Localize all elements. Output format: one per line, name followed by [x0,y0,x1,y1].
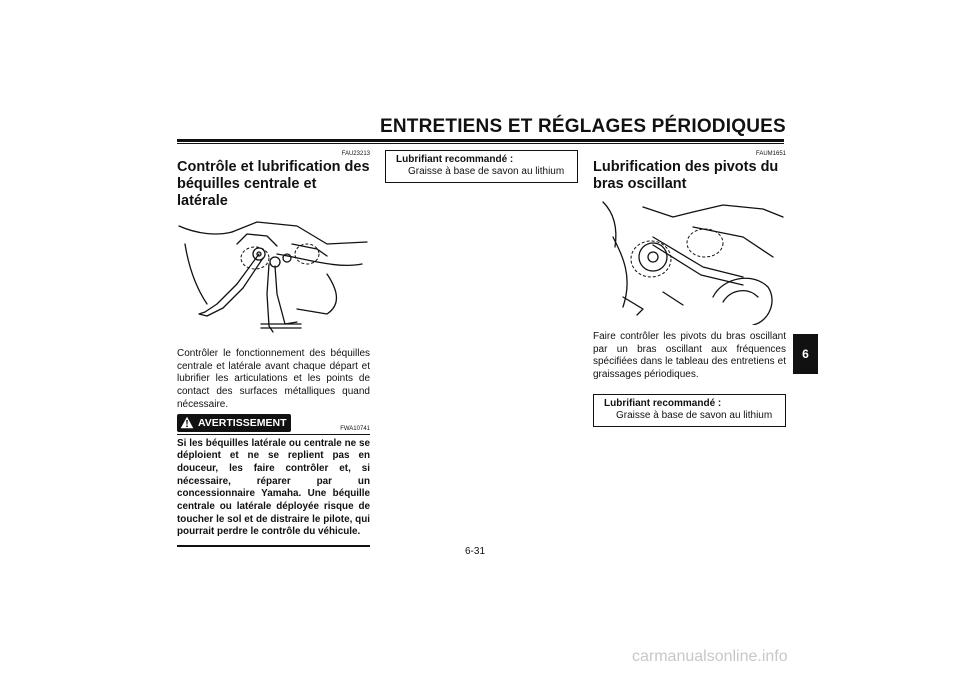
warning-text: Si les béquilles latérale ou centrale ne se déploient et ne se replient pas en douceur, les faire contrôler et, si nécessaire, réparer par un concessionnaire Yamaha. Une béquille centrale ou latérale déployée risque de toucher le sol et de distraire le pilote, qui pourrait perdre le contrôle du véhicule. [177,437,370,538]
warning-header [177,414,370,432]
lubricant-label: Lubrifiant recommandé : [396,154,514,165]
header-rule-thin [177,143,784,144]
lubricant-value: Graisse à base de savon au lithium [408,166,565,177]
swingarm-illustration [593,197,786,325]
column-right [593,150,786,427]
section-title: Contrôle et lubrification des béquilles centrale et latérale [177,159,370,209]
stand-drawing [177,214,370,342]
warning-label: AVERTISSEMENT [198,416,287,429]
stand-illustration [177,214,370,342]
lubricant-label: Lubrifiant recommandé : [604,397,722,409]
warning-code: FWA10741 [340,425,370,432]
watermark: carmanualsonline.info [632,648,788,665]
section-code: FAUM1651 [755,151,786,157]
warning-triangle-icon [180,416,194,429]
column-middle [385,150,578,183]
header-rule [177,139,784,142]
lubricant-value: Graisse à base de savon au lithium [616,409,773,421]
warning-badge [177,414,291,432]
section-code: FAU23213 [341,151,370,157]
chapter-tab: 6 [793,334,818,374]
section-title: Lubrification des pivots du bras oscillant [593,159,779,192]
lubricant-box [593,394,786,427]
lubricant-box [385,150,578,183]
page-number: 6-31 [464,546,485,557]
warning-end-rule [177,545,370,547]
page-title: ENTRETIENS ET RÉGLAGES PÉRIODIQUES [380,116,786,137]
section-body: Faire contrôler les pivots du bras oscillant par un bras oscillant aux fréquences spécifiées dans le tableau des entretiens et graissages périodiques. [593,331,786,381]
warning-rule [177,434,370,435]
swingarm-drawing [593,197,786,325]
column-left [177,150,370,547]
section-body: Contrôler le fonctionnement des béquilles centrale et latérale avant chaque départ et lubrifier les articulations et les points de contact des surfaces métalliques quand nécessaire. [177,348,370,410]
